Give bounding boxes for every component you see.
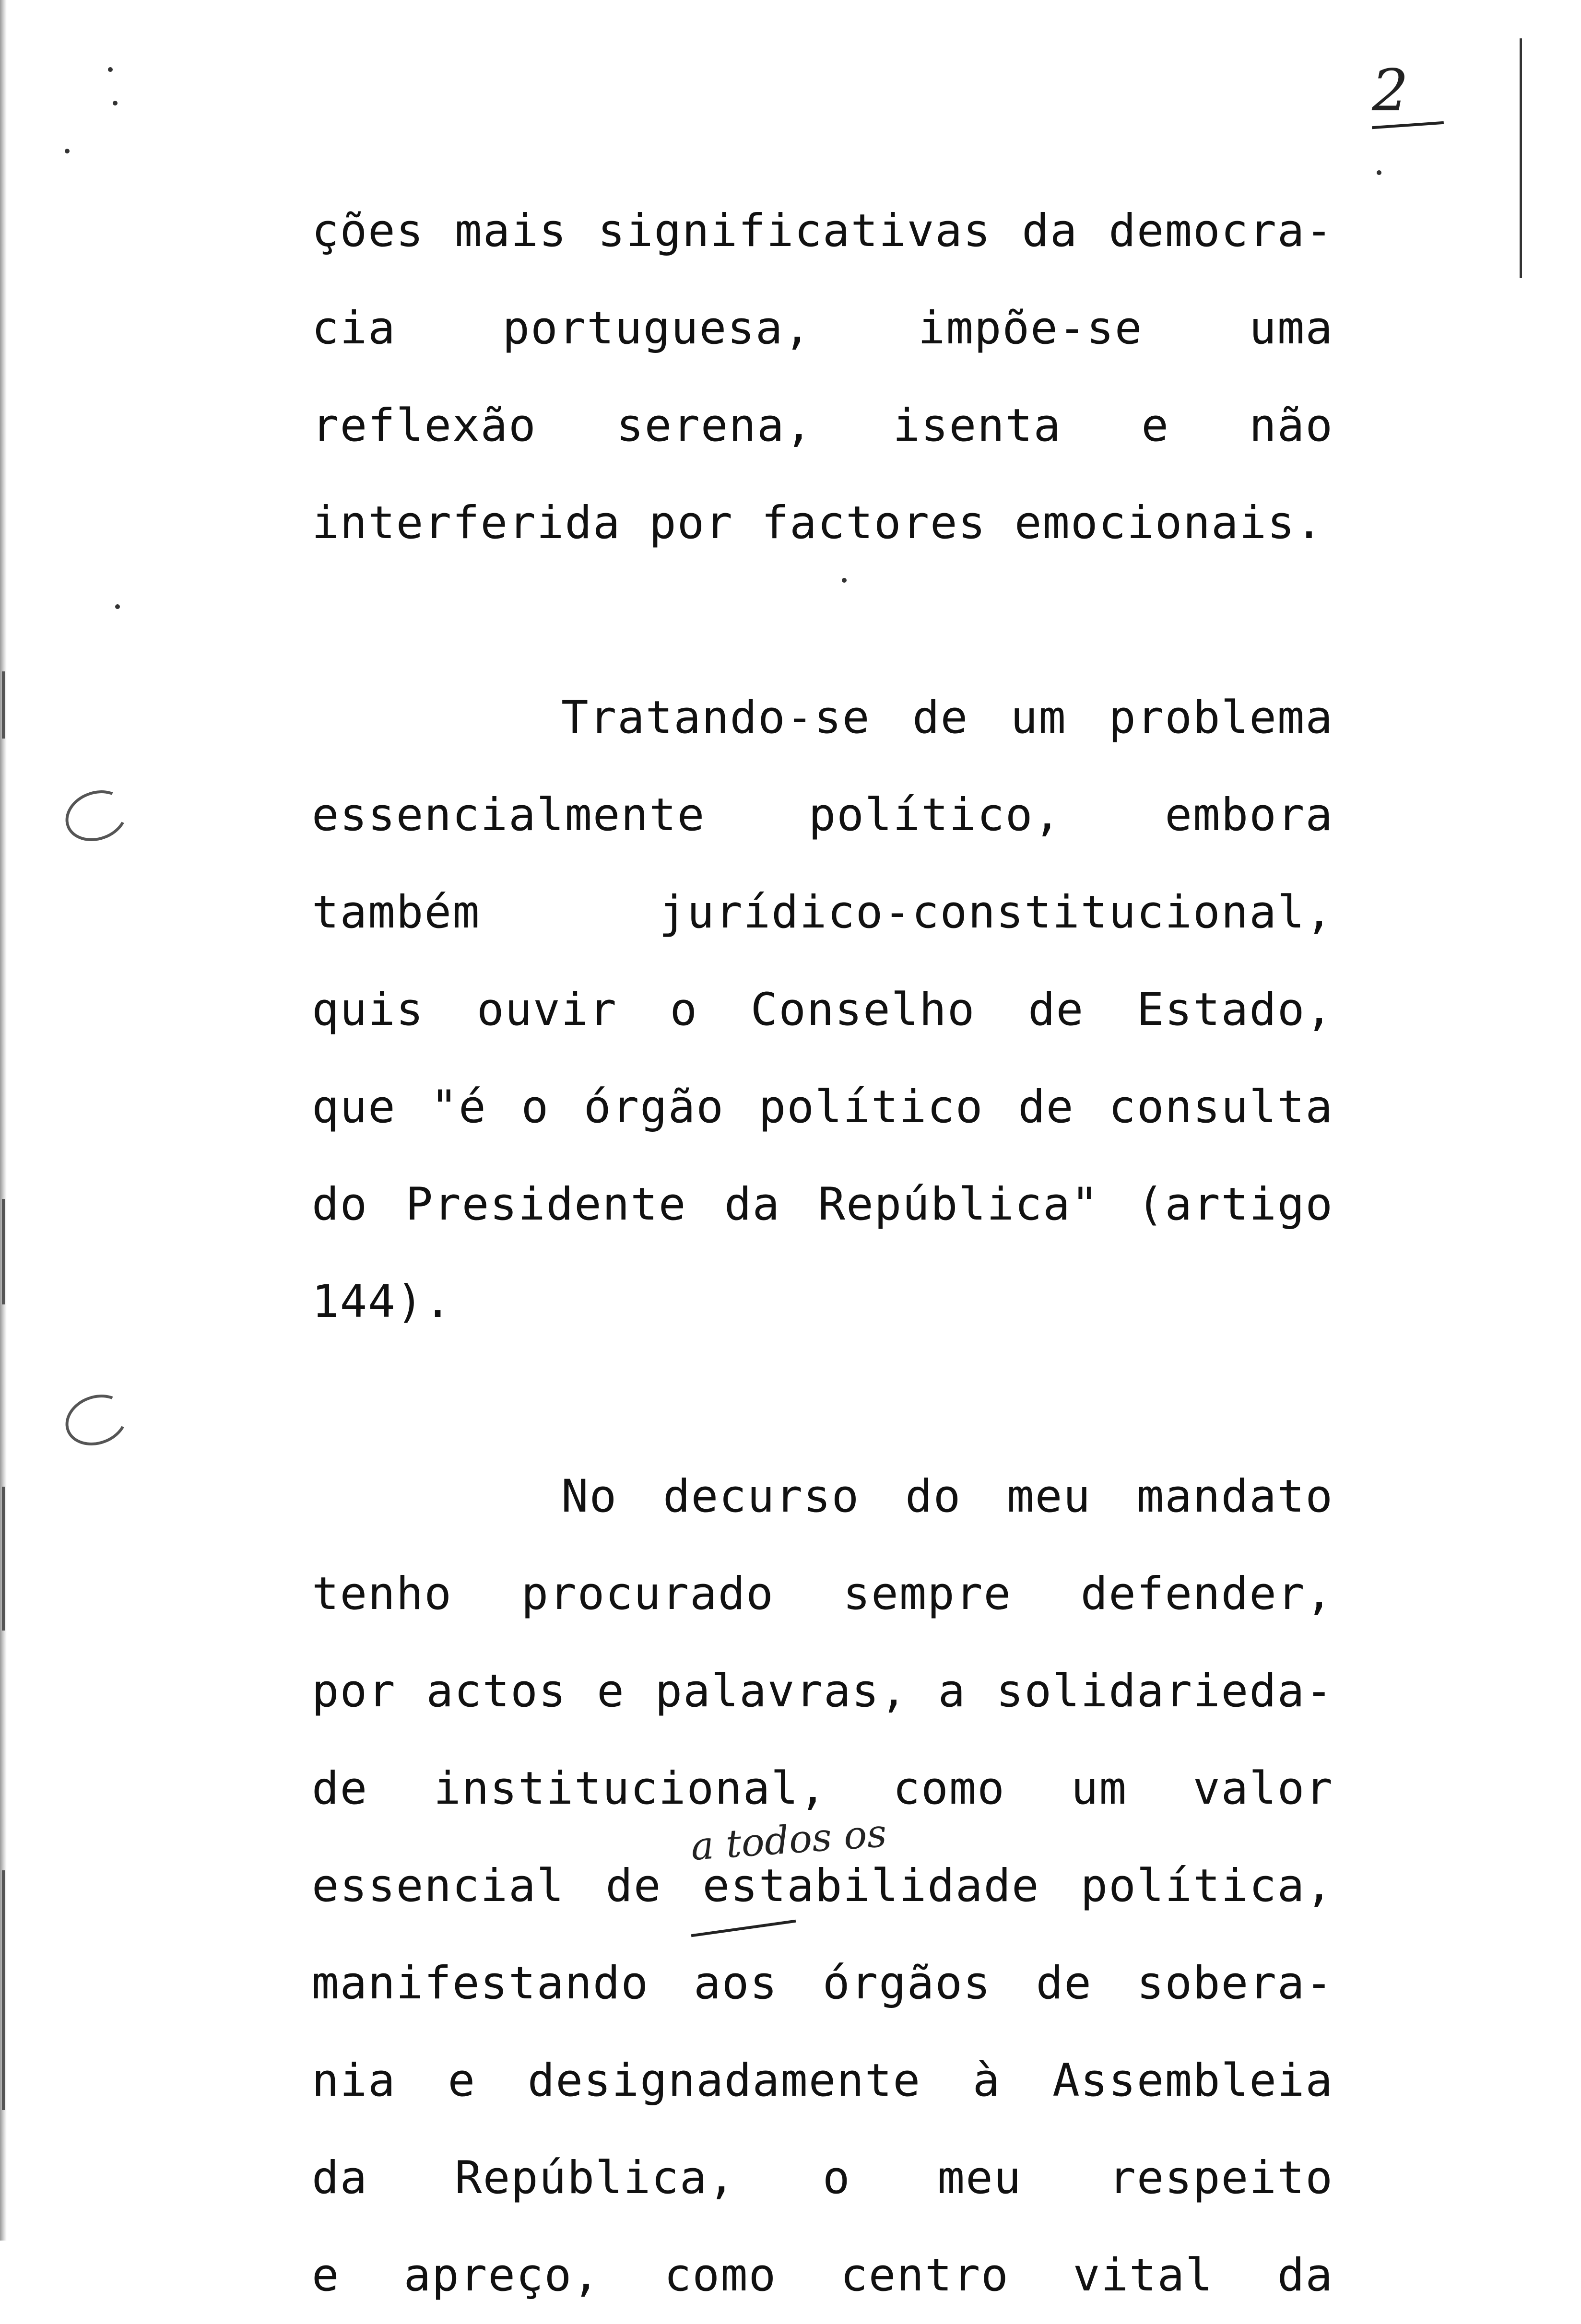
text-line: que "é o órgão político de consulta bbox=[312, 1081, 1333, 1133]
text-line: cia portuguesa, impõe-se uma bbox=[312, 302, 1333, 354]
text-line: quis ouvir o Conselho de Estado, bbox=[312, 984, 1333, 1036]
text-line: tenho procurado sempre defender, bbox=[312, 1568, 1333, 1620]
scan-speck bbox=[113, 101, 118, 106]
punch-hole bbox=[59, 1386, 135, 1454]
scan-speck bbox=[108, 67, 113, 72]
text-line: por actos e palavras, a solidarieda- bbox=[312, 1665, 1333, 1717]
text-line: No decurso do meu mandato bbox=[561, 1470, 1333, 1523]
text-line: 144). bbox=[312, 1276, 452, 1328]
text-line: também jurídico-constitucional, bbox=[312, 886, 1333, 939]
body-text bbox=[312, 182, 1333, 2324]
text-line: de institucional, como um valor bbox=[312, 1762, 1333, 1815]
scan-speck bbox=[65, 149, 70, 153]
punch-hole bbox=[59, 782, 135, 850]
binding-mark bbox=[2, 1199, 5, 1304]
scan-speck bbox=[1377, 170, 1381, 175]
paragraph-gap bbox=[312, 572, 1333, 669]
text-line: e apreço, como centro vital da bbox=[312, 2249, 1333, 2301]
binding-mark bbox=[2, 1870, 5, 2110]
text-line: do Presidente da República" (artigo bbox=[312, 1178, 1333, 1231]
text-line: reflexão serena, isenta e não bbox=[312, 399, 1333, 452]
text-line: manifestando aos órgãos de sobera- bbox=[312, 1957, 1333, 2009]
text-line: Tratando-se de um problema bbox=[561, 692, 1333, 744]
scan-speck bbox=[115, 604, 120, 609]
paragraph-gap bbox=[312, 1350, 1333, 1448]
text-line: essencialmente político, embora bbox=[312, 789, 1333, 841]
text-line: essencial de estabilidade política, bbox=[312, 1860, 1333, 1912]
binding-mark bbox=[2, 1487, 5, 1631]
text-line: ções mais significativas da democra- bbox=[312, 205, 1333, 257]
text-line: nia e designadamente à Assembleia bbox=[312, 2054, 1333, 2107]
text-line: interferida por factores emocionais. bbox=[312, 497, 1324, 549]
page-number: 2 bbox=[1372, 58, 1409, 124]
handwritten-insertion: a todos os bbox=[689, 1810, 888, 1869]
text-line: da República, o meu respeito bbox=[312, 2152, 1333, 2204]
margin-rule bbox=[1520, 38, 1522, 278]
binding-mark bbox=[2, 671, 5, 739]
